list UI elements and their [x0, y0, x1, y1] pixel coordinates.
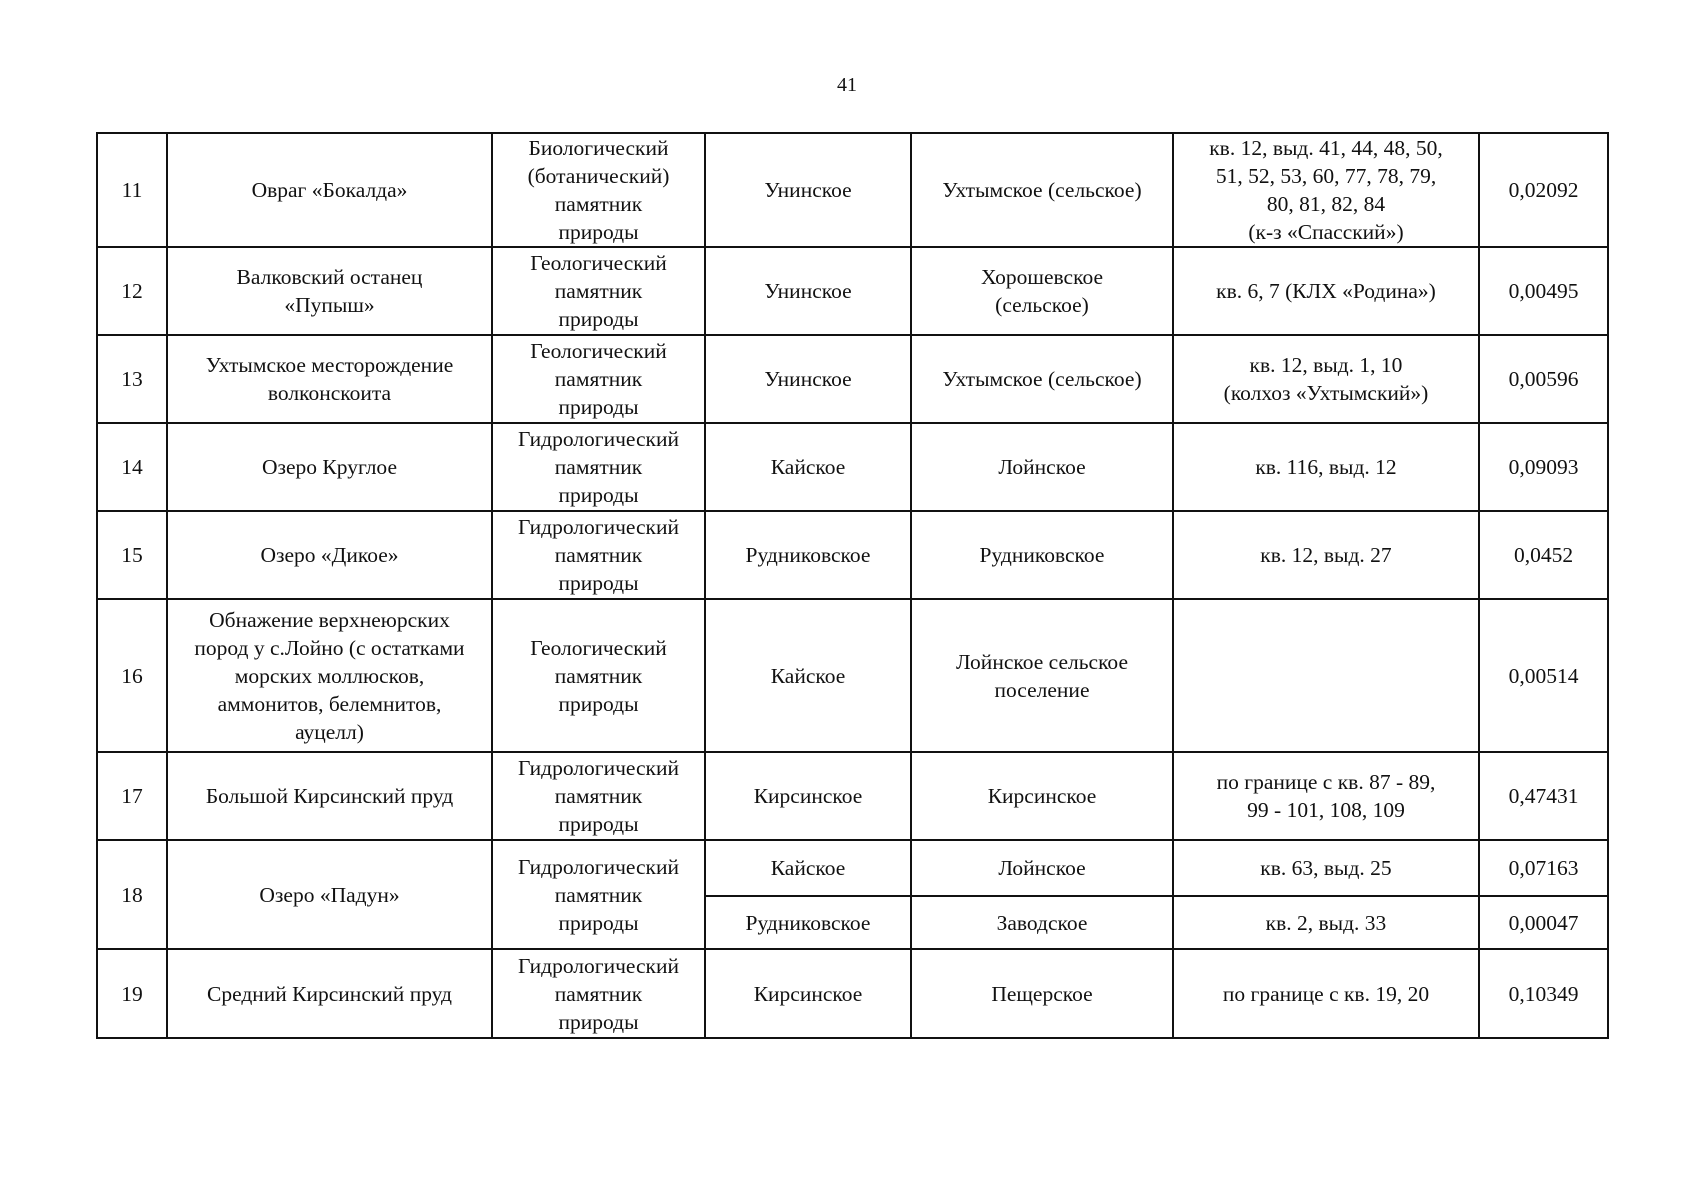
location-cell-line: 80, 81, 82, 84 [1266, 192, 1386, 216]
district-cell [911, 511, 1173, 599]
monument-name-cell-line: Большой Кирсинский пруд [205, 784, 454, 808]
category-cell [492, 599, 705, 752]
category-cell-line: природы [558, 395, 639, 419]
forestry-cell-line: Кирсинское [753, 981, 863, 1006]
area-cell [1479, 896, 1608, 949]
natural-monuments-table [96, 132, 1609, 1039]
category-cell-line: Геологический [530, 251, 667, 275]
category-cell [492, 752, 705, 840]
row-number-cell [97, 752, 167, 840]
area-cell-line: 0,00514 [1508, 663, 1579, 688]
district-cell-line: Хорошевское [981, 265, 1103, 289]
monument-name-cell [167, 599, 492, 752]
category-cell-line: памятник [554, 882, 643, 907]
location-cell-line: кв. 63, выд. 25 [1260, 856, 1392, 880]
location-cell [1173, 949, 1479, 1038]
forestry-cell [705, 511, 911, 599]
category-cell-line: Геологический [530, 635, 667, 660]
monument-name-cell [167, 133, 492, 247]
district-cell-line: Лойнское [998, 455, 1086, 479]
district-cell-line: Кирсинское [987, 784, 1097, 808]
monument-name-cell-line: аммонитов, белемнитов, [217, 691, 442, 716]
row-number-cell [97, 423, 167, 511]
district-cell-line: Ухтымское (сельское) [942, 178, 1142, 202]
category-cell-line: памятник [554, 192, 643, 216]
area-cell-line: 0,10349 [1508, 981, 1579, 1006]
area-cell-line: 0,00047 [1508, 910, 1579, 935]
area-cell [1479, 511, 1608, 599]
row-number-cell [97, 949, 167, 1038]
district-cell-line: Пещерское [991, 981, 1093, 1006]
forestry-cell [705, 599, 911, 752]
category-cell-line: природы [558, 691, 639, 716]
monument-name-cell [167, 335, 492, 423]
district-cell-line: Ухтымское (сельское) [942, 367, 1142, 391]
category-cell-line: Гидрологический [518, 515, 679, 539]
monument-name-cell-line: пород у с.Лойно (с остатками [194, 635, 465, 660]
row-number-cell-line: 16 [121, 663, 143, 688]
monument-name-cell-line: Обнажение верхнеюрских [209, 607, 450, 632]
area-cell-line: 0,09093 [1508, 455, 1579, 479]
row-number-cell-line: 12 [121, 279, 143, 303]
category-cell-line: природы [558, 571, 639, 595]
monument-name-cell-line: волконскоита [267, 381, 392, 405]
category-cell-line: памятник [554, 981, 643, 1006]
category-cell-line: памятник [554, 455, 643, 479]
table-row [97, 599, 1608, 752]
forestry-cell-line: Рудниковское [745, 910, 871, 935]
monument-name-cell [167, 752, 492, 840]
category-cell-line: природы [558, 220, 639, 244]
monument-name-cell [167, 840, 492, 949]
location-cell [1173, 840, 1479, 896]
category-cell-line: природы [558, 812, 639, 836]
area-cell-line: 0,0452 [1513, 543, 1574, 567]
row-number-cell-line: 18 [121, 882, 143, 907]
district-cell [911, 335, 1173, 423]
location-cell-line: по границе с кв. 87 - 89, [1216, 770, 1436, 794]
location-cell-line: кв. 6, 7 (КЛХ «Родина») [1216, 279, 1436, 303]
table-row [97, 949, 1608, 1038]
forestry-cell [705, 423, 911, 511]
area-cell-line: 0,00596 [1508, 367, 1579, 391]
monument-name-cell-line: Ухтымское месторождение [205, 353, 454, 377]
area-cell-line: 0,00495 [1508, 279, 1579, 303]
district-cell [911, 896, 1173, 949]
forestry-cell [705, 949, 911, 1038]
table-row [97, 752, 1608, 840]
row-number-cell-line: 19 [121, 981, 143, 1006]
monument-name-cell [167, 949, 492, 1038]
area-cell-line: 0,47431 [1508, 784, 1579, 808]
forestry-cell [705, 896, 911, 949]
category-cell-line: Биологический [528, 136, 669, 160]
table-row [97, 511, 1608, 599]
row-number-cell [97, 335, 167, 423]
district-cell-line: Рудниковское [979, 543, 1105, 567]
location-cell [1173, 335, 1479, 423]
district-cell [911, 133, 1173, 247]
monument-name-cell-line: Озеро «Падун» [259, 882, 400, 907]
area-cell-line: 0,02092 [1508, 178, 1579, 202]
table-body [97, 133, 1608, 1038]
location-cell-line: кв. 116, выд. 12 [1255, 455, 1397, 479]
category-cell-line: природы [558, 307, 639, 331]
category-cell-line: памятник [554, 367, 643, 391]
district-cell [911, 752, 1173, 840]
location-cell [1173, 896, 1479, 949]
monument-name-cell-line: морских моллюсков, [234, 663, 425, 688]
row-number-cell [97, 599, 167, 752]
district-cell-line: Заводское [996, 910, 1088, 935]
page-number: 41 [837, 74, 857, 96]
location-cell-line: кв. 12, выд. 1, 10 [1249, 353, 1403, 377]
district-cell-line: Лойнское [998, 856, 1086, 880]
row-number-cell-line: 14 [121, 455, 143, 479]
district-cell [911, 840, 1173, 896]
monument-name-cell [167, 423, 492, 511]
location-cell-line: кв. 12, выд. 27 [1260, 543, 1392, 567]
area-cell [1479, 423, 1608, 511]
category-cell-line: природы [558, 483, 639, 507]
category-cell [492, 133, 705, 247]
category-cell [492, 840, 705, 949]
category-cell-line: природы [558, 1009, 639, 1034]
table-row [97, 335, 1608, 423]
monument-name-cell [167, 247, 492, 335]
forestry-cell-line: Рудниковское [745, 543, 871, 567]
district-cell-line: Лойнское сельское [956, 649, 1128, 674]
monument-name-cell-line: Овраг «Бокалда» [251, 178, 408, 202]
monument-name-cell-line: Озеро «Дикое» [260, 543, 399, 567]
location-cell [1173, 423, 1479, 511]
area-cell [1479, 752, 1608, 840]
area-cell [1479, 599, 1608, 752]
row-number-cell [97, 247, 167, 335]
monument-name-cell [167, 511, 492, 599]
category-cell-line: памятник [554, 663, 643, 688]
category-cell [492, 335, 705, 423]
monument-name-cell-line: Средний Кирсинский пруд [206, 981, 452, 1006]
row-number-cell-line: 17 [121, 784, 143, 808]
location-cell [1173, 247, 1479, 335]
forestry-cell-line: Кирсинское [753, 784, 863, 808]
forestry-cell-line: Унинское [764, 178, 852, 202]
location-cell [1173, 752, 1479, 840]
forestry-cell [705, 133, 911, 247]
forestry-cell-line: Кайское [770, 856, 846, 880]
category-cell-line: природы [558, 910, 639, 935]
table-row [97, 840, 1608, 896]
area-cell [1479, 949, 1608, 1038]
row-number-cell-line: 13 [121, 367, 143, 391]
forestry-cell [705, 247, 911, 335]
monument-name-cell-line: Озеро Круглое [261, 455, 397, 479]
district-cell-line: (сельское) [995, 293, 1089, 317]
forestry-cell [705, 335, 911, 423]
category-cell-line: Гидрологический [518, 854, 679, 879]
district-cell [911, 423, 1173, 511]
area-cell [1479, 133, 1608, 247]
category-cell-line: памятник [554, 543, 643, 567]
district-cell-line: поселение [994, 677, 1090, 702]
monument-name-cell-line: Валковский останец [236, 265, 423, 289]
area-cell [1479, 840, 1608, 896]
row-number-cell [97, 511, 167, 599]
area-cell-line: 0,07163 [1508, 856, 1579, 880]
location-cell-line: кв. 12, выд. 41, 44, 48, 50, [1209, 136, 1443, 160]
monument-name-cell-line: ауцелл) [295, 719, 364, 744]
district-cell [911, 247, 1173, 335]
area-cell [1479, 247, 1608, 335]
row-number-cell-line: 11 [121, 178, 143, 202]
category-cell-line: Гидрологический [518, 756, 679, 780]
location-cell-line: (колхоз «Ухтымский») [1223, 381, 1429, 405]
category-cell [492, 511, 705, 599]
location-cell-line: по границе с кв. 19, 20 [1222, 981, 1430, 1006]
location-cell [1173, 599, 1479, 752]
row-number-cell-line: 15 [121, 543, 143, 567]
location-cell [1173, 133, 1479, 247]
category-cell [492, 247, 705, 335]
district-cell [911, 949, 1173, 1038]
category-cell-line: (ботанический) [527, 164, 670, 188]
forestry-cell [705, 752, 911, 840]
category-cell-line: памятник [554, 784, 643, 808]
category-cell [492, 423, 705, 511]
location-cell-line: 99 - 101, 108, 109 [1247, 798, 1405, 822]
forestry-cell-line: Кайское [770, 663, 846, 688]
table-row [97, 423, 1608, 511]
row-number-cell [97, 840, 167, 949]
table-row [97, 133, 1608, 247]
category-cell-line: Гидрологический [518, 953, 679, 978]
location-cell-line: кв. 2, выд. 33 [1265, 910, 1387, 935]
area-cell [1479, 335, 1608, 423]
category-cell-line: памятник [554, 279, 643, 303]
forestry-cell [705, 840, 911, 896]
location-cell-line: (к-з «Спасский») [1248, 220, 1404, 244]
forestry-cell-line: Кайское [770, 455, 846, 479]
table-row [97, 247, 1608, 335]
row-number-cell [97, 133, 167, 247]
district-cell [911, 599, 1173, 752]
location-cell-line: 51, 52, 53, 60, 77, 78, 79, [1215, 164, 1437, 188]
location-cell [1173, 511, 1479, 599]
category-cell [492, 949, 705, 1038]
forestry-cell-line: Унинское [764, 279, 852, 303]
monument-name-cell-line: «Пупыш» [284, 293, 375, 317]
category-cell-line: Геологический [530, 339, 667, 363]
category-cell-line: Гидрологический [518, 427, 679, 451]
forestry-cell-line: Унинское [764, 367, 852, 391]
